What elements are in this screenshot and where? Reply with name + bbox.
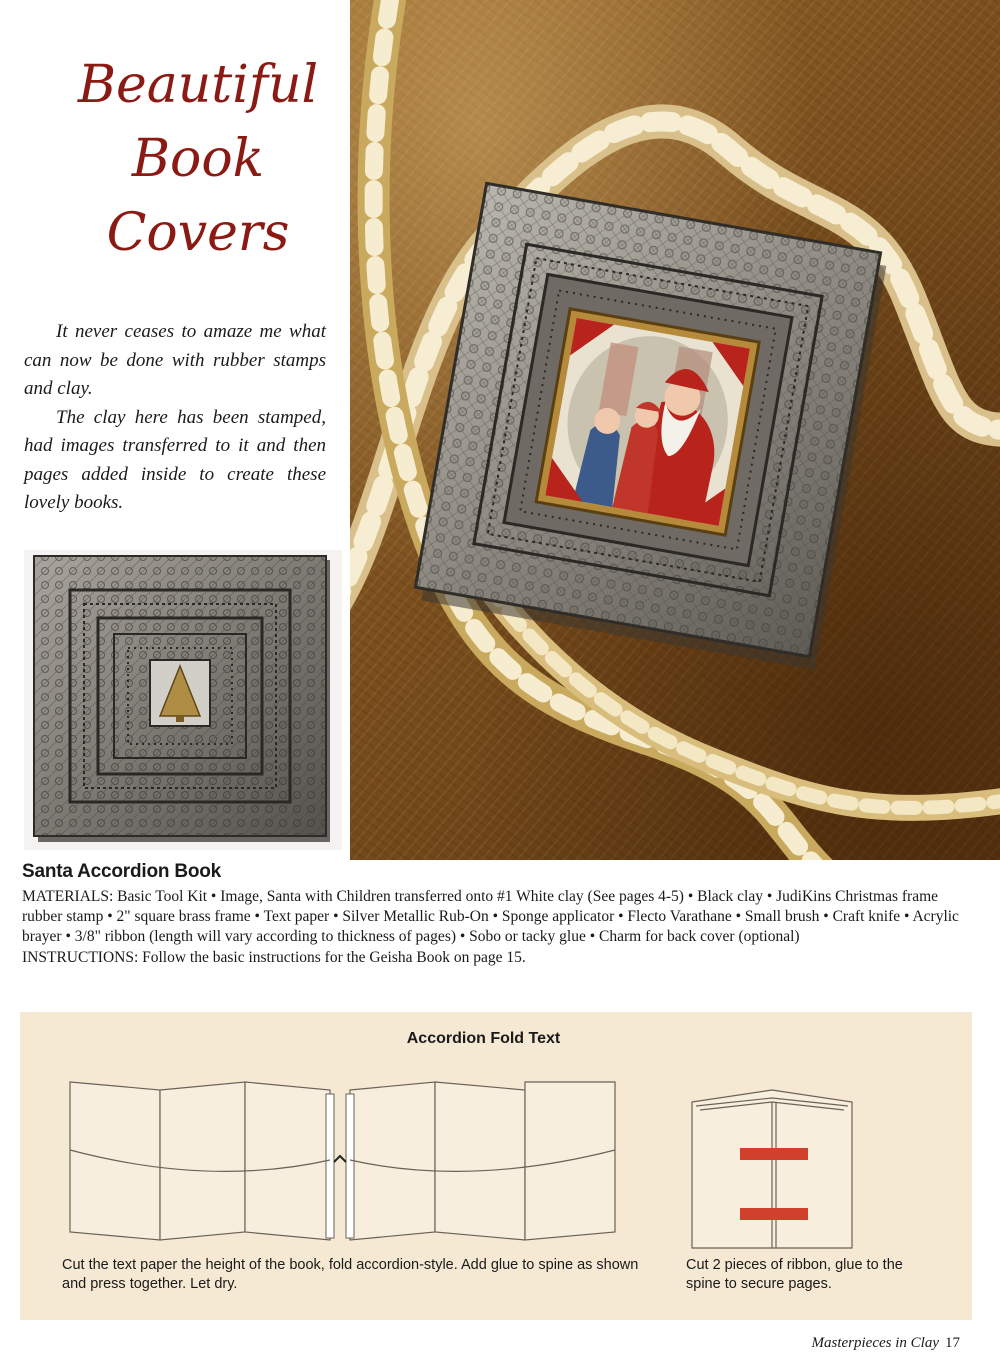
accordion-diagram-panel [20, 1012, 972, 1320]
project-section [22, 862, 977, 968]
intro-text [24, 318, 326, 518]
caption-accordion: Cut the text paper the height of the book, fold accordion-style. Add glue to spine as shown and press together. Let dry. [62, 1257, 639, 1292]
santa-book-illustration [350, 0, 1000, 860]
intro-paragraph-2: The clay here has been stamped, had images transferred to it and then pages added inside to create these lovely books. [24, 406, 326, 513]
page-footer [812, 1335, 960, 1352]
project-title: Santa Accordion Book [22, 861, 222, 882]
santa-book-photo [350, 0, 1000, 860]
page-title [58, 48, 338, 270]
page-number: 17 [945, 1335, 960, 1351]
title-line-1: Beautiful [77, 55, 319, 115]
instructions-text: INSTRUCTIONS: Follow the basic instructions for the Geisha Book on page 15. [22, 949, 526, 966]
book-title: Masterpieces in Clay [811, 1335, 939, 1351]
ribbon-bottom [740, 1208, 808, 1220]
tree-book-illustration [24, 550, 342, 850]
materials-list: MATERIALS: Basic Tool Kit • Image, Santa with Children transferred onto #1 White clay (See pages 4-5) • Black clay • JudiKins Christmas frame rubber stamp • 2" square brass frame • Text paper • Silver Metallic Rub-On • Sponge applicator • Flecto Varathane • Small brush • Craft knife • Acrylic brayer • 3/8" ribbon (length will vary according to thickness of pages) • Sobo or tacky glue • Charm for back cover (optional) [22, 888, 959, 945]
tree-book-photo [24, 550, 342, 850]
caption-ribbon: Cut 2 pieces of ribbon, glue to the spine to secure pages. [686, 1257, 903, 1292]
diagram-title: Accordion Fold Text [406, 1030, 561, 1047]
intro-paragraph-1: It never ceases to amaze me what can now be done with rubber stamps and clay. [24, 321, 326, 399]
title-line-3: Covers [106, 203, 290, 263]
title-line-2: Book [131, 129, 265, 189]
ribbon-top [740, 1148, 808, 1160]
